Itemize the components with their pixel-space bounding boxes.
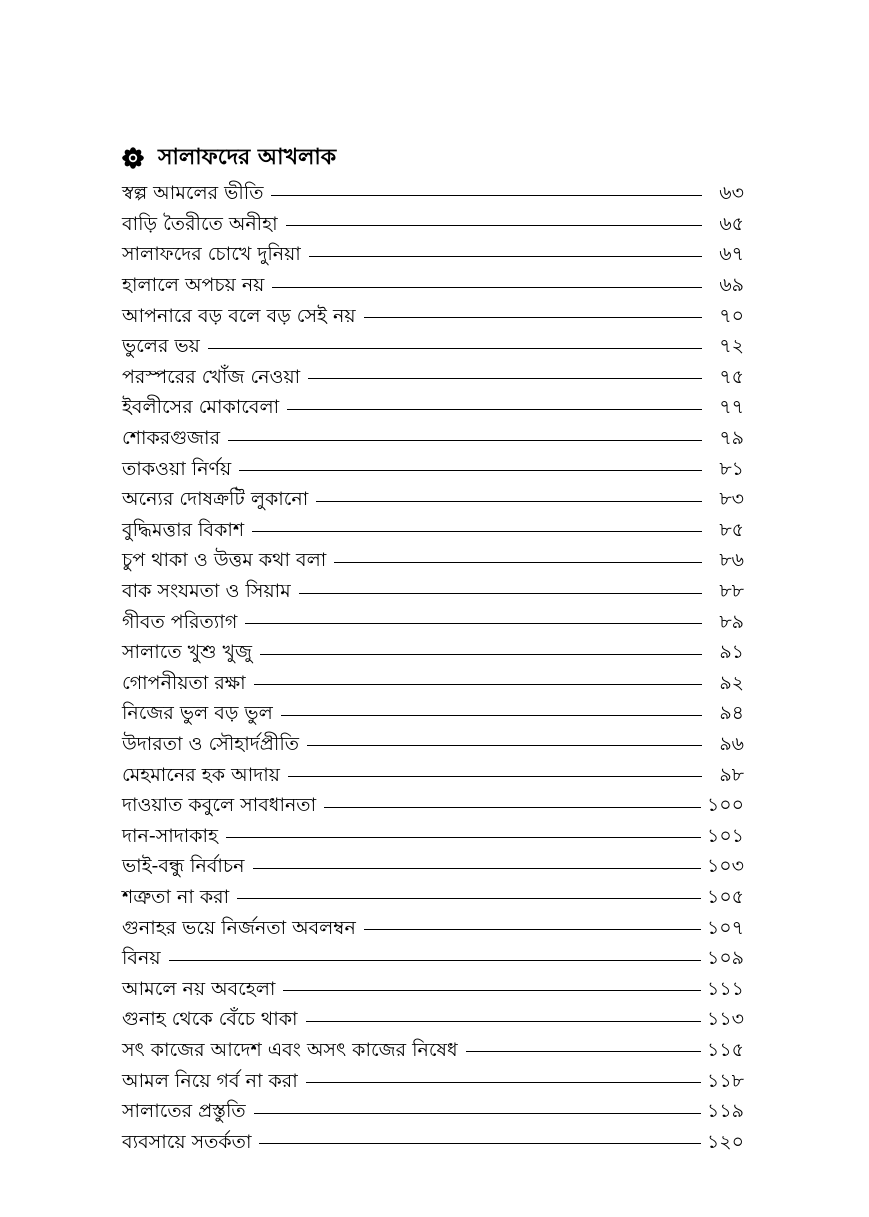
leader-line [260, 654, 702, 655]
toc-entry-title: দান-সাদাকাহ [122, 824, 219, 847]
toc-entry [122, 820, 744, 851]
toc-entry-page-number: ৯২ [719, 671, 744, 694]
toc-entry-title: শত্রুতা না করা [122, 885, 230, 908]
toc-entry-title: সালাতে খুশু খুজু [122, 641, 253, 664]
toc-entry-page-number: ৬৯ [719, 274, 744, 297]
toc-entry-page-number: ৮৫ [719, 518, 744, 541]
toc-entry-title: বাক সংযমতা ও সিয়াম [122, 580, 291, 603]
toc-entry [122, 576, 744, 607]
toc-entry [122, 729, 744, 760]
leader-line [364, 317, 702, 318]
toc-entry-page-number: ৯৪ [719, 702, 744, 725]
leader-line [226, 837, 701, 838]
toc-entry-page-number: ৮৯ [719, 610, 744, 633]
leader-line [237, 898, 701, 899]
toc-entry-page-number: ৯৮ [719, 763, 744, 786]
toc-entry [122, 1096, 744, 1127]
toc-entry-page-number: ৮১ [719, 457, 744, 480]
toc-entry-title: আমল নিয়ে গর্ব না করা [122, 1069, 298, 1092]
toc-entry-page-number: ১১৫ [707, 1038, 744, 1061]
toc-entry-page-number: ১০৭ [706, 916, 744, 939]
toc-entry [122, 943, 744, 974]
toc-entry [122, 484, 744, 515]
toc-entry [122, 178, 744, 209]
leader-line [281, 715, 702, 716]
leader-line [239, 470, 702, 471]
toc-entry-title: ব্যবসায়ে সতর্কতা [122, 1130, 252, 1153]
toc-entry [122, 1126, 744, 1157]
leader-line [254, 684, 702, 685]
toc-entry [122, 637, 744, 668]
toc-entry-title: দাওয়াত কবুলে সাবধানতা [122, 794, 317, 817]
toc-entry-page-number: ১০০ [706, 794, 744, 817]
toc-entry-page-number: ৬৭ [719, 243, 744, 266]
toc-entry [122, 270, 744, 301]
toc-entry [122, 453, 744, 484]
toc-entry-title: শোকরগুজার [122, 427, 221, 450]
toc-entry-title: সৎ কাজের আদেশ এবং অসৎ কাজের নিষেধ [122, 1038, 458, 1061]
toc-entry [122, 606, 744, 637]
toc-entry [122, 790, 744, 821]
leader-line [254, 1113, 701, 1114]
leader-line [288, 776, 702, 777]
leader-line [307, 745, 702, 746]
toc-entry-page-number: ৬৩ [719, 182, 744, 205]
toc-entry-page-number: ৬৫ [719, 212, 744, 235]
toc-entry-page-number: ১১১ [707, 977, 744, 1000]
toc-entry [122, 1065, 744, 1096]
toc-entry [122, 1004, 744, 1035]
flower-ornament-icon [122, 147, 144, 169]
toc-entry-title: গুনাহর ভয়ে নির্জনতা অবলম্বন [122, 916, 356, 939]
toc-entry-page-number: ৭৭ [719, 396, 744, 419]
toc-entry-page-number: ৮৬ [719, 549, 744, 572]
toc-entry-page-number: ১০৩ [706, 855, 744, 878]
toc-entry-title: স্বল্প আমলের ভীতি [122, 182, 264, 205]
toc-entry-title: গুনাহ থেকে বেঁচে থাকা [122, 1008, 298, 1031]
leader-line [228, 440, 702, 441]
leader-line [272, 287, 702, 288]
toc-entry [122, 209, 744, 240]
toc-entry-title: সালাফদের চোখে দুনিয়া [122, 243, 301, 266]
toc-entry-title: গোপনীয়তা রক্ষা [122, 671, 246, 694]
leader-line [324, 807, 701, 808]
toc-entry [122, 545, 744, 576]
leader-line [245, 623, 702, 624]
toc-entry-title: বিনয় [122, 947, 161, 970]
toc-entry-page-number: ১০৯ [706, 947, 744, 970]
toc-entry-page-number: ৭৯ [719, 427, 744, 450]
toc-entry [122, 515, 744, 546]
leader-line [271, 195, 702, 196]
leader-line [306, 1021, 701, 1022]
toc-entry [122, 392, 744, 423]
toc-entry-title: হালালে অপচয় নয় [122, 274, 265, 297]
toc-entry-page-number: ১২০ [706, 1130, 744, 1153]
toc-entry [122, 423, 744, 454]
toc-entry-page-number: ১১৯ [707, 1100, 744, 1123]
toc-entry-title: সালাতের প্রস্তুতি [122, 1100, 246, 1123]
toc-entry [122, 759, 744, 790]
leader-line [466, 1051, 701, 1052]
toc-entry-page-number: ৭৫ [719, 365, 744, 388]
toc-entry-title: ভাই-বন্ধু নির্বাচন [122, 855, 245, 878]
toc-entry-title: বুদ্ধিমত্তার বিকাশ [122, 518, 245, 541]
toc-entry-title: অন্যের দোষক্রটি লুকানো [122, 488, 309, 511]
toc-entry [122, 912, 744, 943]
leader-line [283, 990, 701, 991]
leader-line [252, 531, 702, 532]
leader-line [309, 256, 702, 257]
toc-entry [122, 973, 744, 1004]
toc-entry [122, 698, 744, 729]
table-of-contents [122, 178, 744, 1157]
toc-entry [122, 300, 744, 331]
toc-entry-title: গীবত পরিত্যাগ [122, 610, 238, 633]
leader-line [334, 562, 702, 563]
toc-entry-title: পরস্পরের খোঁজ নেওয়া [122, 365, 301, 388]
toc-entry-title: নিজের ভুল বড় ভুল [122, 702, 273, 725]
toc-entry [122, 239, 744, 270]
toc-entry-title: ইবলীসের মোকাবেলা [122, 396, 280, 419]
leader-line [287, 409, 702, 410]
toc-entry-title: আপনারে বড় বলে বড় সেই নয় [122, 304, 356, 327]
leader-line [308, 378, 702, 379]
leader-line [364, 929, 701, 930]
toc-entry [122, 668, 744, 699]
toc-entry [122, 851, 744, 882]
leader-line [306, 1082, 701, 1083]
toc-entry-page-number: ৭০ [719, 304, 744, 327]
toc-entry [122, 331, 744, 362]
toc-entry-page-number: ৮৩ [719, 488, 744, 511]
toc-entry [122, 1035, 744, 1066]
leader-line [316, 501, 702, 502]
toc-entry [122, 882, 744, 913]
toc-entry-page-number: ৮৮ [719, 580, 744, 603]
leader-line [208, 348, 702, 349]
toc-entry-title: আমলে নয় অবহেলা [122, 977, 276, 1000]
toc-entry-page-number: ১১৮ [707, 1069, 744, 1092]
toc-entry-title: ভুলের ভয় [122, 335, 200, 358]
leader-line [286, 225, 702, 226]
toc-entry-title: চুপ থাকা ও উত্তম কথা বলা [122, 549, 327, 572]
leader-line [299, 593, 702, 594]
toc-entry-page-number: ৯১ [719, 641, 744, 664]
toc-entry-page-number: ৯৬ [719, 732, 744, 755]
toc-entry-title: তাকওয়া নির্ণয় [122, 457, 232, 480]
leader-line [259, 1143, 701, 1144]
toc-entry [122, 362, 744, 393]
toc-entry-title: উদারতা ও সৌহার্দপ্রীতি [122, 732, 300, 755]
toc-entry-page-number: ৭২ [719, 335, 744, 358]
toc-entry-page-number: ১১৩ [706, 1008, 744, 1031]
leader-line [253, 868, 701, 869]
toc-entry-title: মেহমানের হক আদায় [122, 763, 280, 786]
toc-entry-page-number: ১০৫ [706, 885, 744, 908]
section-header [122, 140, 336, 176]
toc-entry-page-number: ১০১ [706, 824, 744, 847]
leader-line [169, 960, 701, 961]
section-title: সালাফদের আখলাক [158, 144, 337, 170]
toc-entry-title: বাড়ি তৈরীতে অনীহা [122, 212, 278, 235]
